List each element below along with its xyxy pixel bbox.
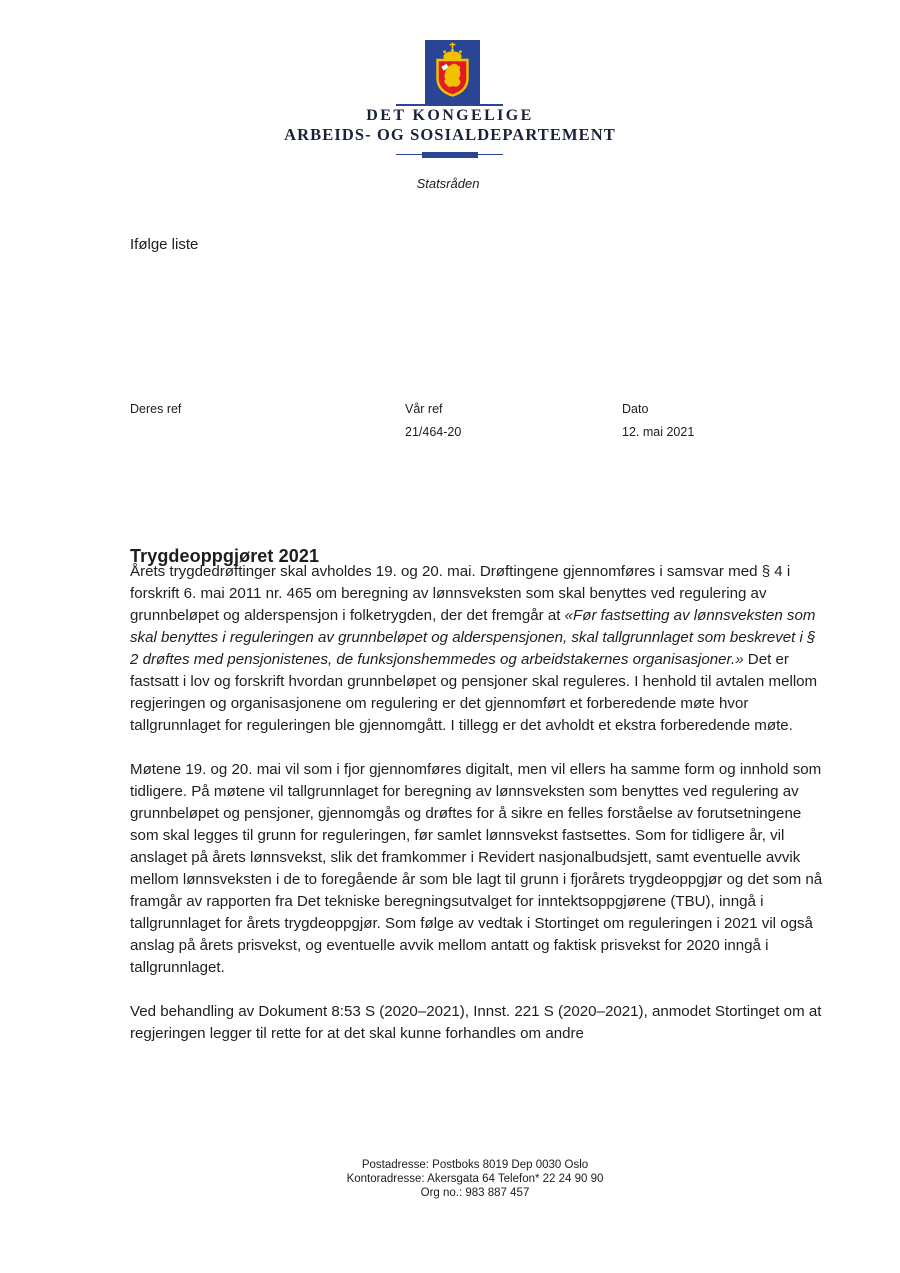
- ministry-name-line1: DET KONGELIGE: [366, 107, 534, 124]
- emblem-banner-tab: [422, 152, 478, 158]
- var-ref-label: Vår ref: [405, 402, 443, 416]
- emblem-rule-top: [396, 104, 503, 106]
- paragraph-text: Møtene 19. og 20. mai vil som i fjor gjennomføres digitalt, men vil ellers ha samme form og innhold som tidligere. På møtene vil tallgrunnlaget for beregning av lønnsveksten som benyttes ved regulering av grunnbeløpet og pensjoner, gjennomgås og drøftes for å sikre en felles forståelse av forutsetningene som skal legges til grunn for reguleringen, før samlet lønnsvekst fastsettes. Som for tidligere år, vil anslaget på årets lønnsvekst, slik det framkommer i Revidert nasjonalbudsjett, samt eventuelle avvik mellom lønnsveksten i de to foregående år som ble lagt til grunn i fjorårets trygdeoppgjør og det som nå framgår av rapporten fra Det tekniske beregningsutvalget for inntektsoppgjørene (TBU), inngå i tallgrunnlaget for årets trygdeoppgjør. Som følge av vedtak i Stortinget om reguleringen i 2021 vil også anslag på årets prisvekst, og eventuelle avvik mellom antatt og faktisk prisvekst for 2020 inngå i tallgrunnlaget.: [130, 761, 823, 976]
- deres-ref-label: Deres ref: [130, 402, 182, 416]
- recipient-line: Ifølge liste: [130, 236, 199, 253]
- paragraph-text: Ved behandling av Dokument 8:53 S (2020–2021), Innst. 221 S (2020–2021), anmodet Stortinget om at regjeringen legger til rette for at det skal kunne forhandles om andre: [130, 1003, 822, 1042]
- dato-label: Dato: [622, 402, 649, 416]
- paragraph-text: Årets trygdedrøftinger skal avholdes 19. og 20. mai. Drøftingene gjennomføres i samsvar med § 4 i forskrift 6. mai 2011 nr. 465 om beregning av lønnsveksten som skal benyttes ved regulering av grunnbeløpet og alderspensjon i folketrygden, der det fremgår at: [130, 563, 791, 624]
- footer-org-number: Org no.: 983 887 457: [420, 1187, 530, 1199]
- paragraph-text: Det er fastsatt i lov og forskrift hvordan grunnbeløpet og pensjoner skal reguleres. I henhold til avtalen mellom regjeringen og organisasjonene om regulering er det gjennomført et forberedende møte hvor tallgrunnlaget for reguleringen ble gjennomgått. I tillegg er det avholdt et ekstra forberedende møte.: [130, 651, 818, 734]
- footer-postal-address: Postadresse: Postboks 8019 Dep 0030 Oslo: [361, 1159, 589, 1171]
- dato-value: 12. mai 2021: [622, 425, 695, 439]
- letter-title: Trygdeoppgjøret 2021: [130, 546, 320, 567]
- paragraph: [130, 759, 823, 979]
- letter-paragraphs: [130, 561, 823, 1067]
- quoted-regulation-text: «Før fastsetting av lønnsveksten som skal benyttes i reguleringen av grunnbeløpet og alderspensjonen, skal tallgrunnlaget som beskrevet i § 2 drøftes med pensjonistenes, de funksjonshemmedes og arbeidstakernes organisasjoner.»: [130, 607, 816, 668]
- sender-role: Statsråden: [416, 176, 480, 191]
- page-footer: [130, 1158, 820, 1200]
- footer-office-address: Kontoradresse: Akersgata 64 Telefon* 22 24 90 90: [346, 1173, 604, 1185]
- paragraph: [130, 1001, 823, 1045]
- paragraph: [130, 561, 823, 737]
- var-ref-value: 21/464-20: [405, 425, 462, 439]
- ministry-name-line2: ARBEIDS- OG SOSIALDEPARTEMENT: [284, 125, 616, 144]
- coat-of-arms-icon: [425, 40, 480, 104]
